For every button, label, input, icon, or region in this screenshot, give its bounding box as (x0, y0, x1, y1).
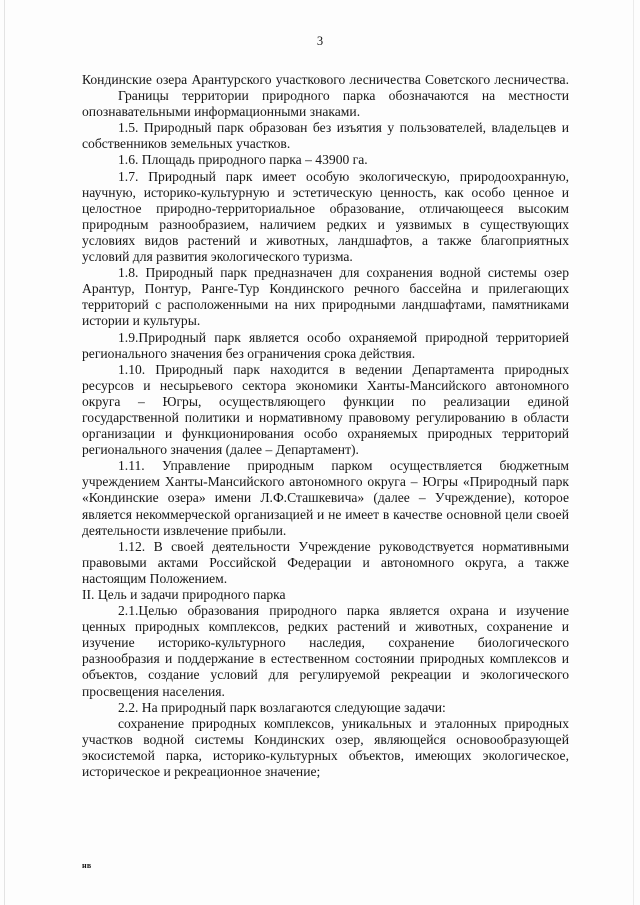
paragraph-1-9: 1.9.Природный парк является особо охраняемой природной территорией регионального значения без ограничения срока действия. (82, 329, 569, 361)
scan-edge-right (633, 0, 634, 905)
page-number: 3 (316, 34, 324, 48)
paragraph-1-12: 1.12. В своей деятельности Учреждение руководствуется нормативными правовыми актами Российской Федерации и автономного округа, а также настоящим Положением. (82, 538, 569, 586)
document-body (82, 72, 569, 780)
scan-edge-left (4, 0, 5, 905)
paragraph-1-6: 1.6. Площадь природного парка – 43900 га. (118, 152, 368, 168)
footer-mark: нв (82, 861, 92, 870)
paragraph-2-1: 2.1.Целью образования природного парка является охрана и изучение ценных природных комплексов, редких растений и животных, сохранение и изучение историко-культурного наследия, сохранение биологического разнообразия и поддержание в естественном состоянии природных комплексов и объектов, создание условий для регулируемой рекреации и экологического просвещения населения. (82, 603, 569, 699)
paragraph-2-2: 2.2. На природный парк возлагаются следующие задачи: (118, 699, 446, 715)
paragraph-borders: Границы территории природного парка обозначаются на местности опознавательными информационными знаками. (82, 88, 569, 120)
paragraph-1-7: 1.7. Природный парк имеет особую экологическую, природоохранную, научную, историко-культурную и эстетическую ценность, как особо ценное и целостное природно-территориальное образование, отличающееся высоким природным разнообразием, наличием редких и уязвимых в существующих условиях видов растений и животных, ландшафтов, а также благоприятных условий для развития экологического туризма. (82, 168, 569, 265)
paragraph-1-11: 1.11. Управление природным парком осуществляется бюджетным учреждением Ханты-Мансийского автономного округа – Югры «Природный парк «Кондинские озера» имени Л.Ф.Сташкевича» (далее – Учреждение), которое является некоммерческой организацией и не имеет в качестве основной цели своей деятельности извлечение прибыли. (82, 458, 569, 538)
section-heading: II. Цель и задачи природного парка (82, 587, 286, 602)
paragraph-1-8: 1.8. Природный парк предназначен для сохранения водной системы озер Арантур, Понтур, Ранге-Тур Кондинского речного бассейна и прилегающих территорий с расположенными на них природными ландшафтами, памятниками истории и культуры. (82, 265, 569, 329)
paragraph-1-5: 1.5. Природный парк образован без изъятия у пользователей, владельцев и собственников земельных участков. (82, 120, 569, 152)
paragraph-task-1: сохранение природных комплексов, уникальных и эталонных природных участков водной системы Кондинских озер, являющейся основообразующей экосистемой парка, историко-культурных объектов, имеющих экологическое, историческое и рекреационное значение; (82, 715, 569, 780)
paragraph-continuation: Кондинские озера Арантурского участкового лесничества Советского лесничества. (82, 72, 569, 87)
paragraph-1-10: 1.10. Природный парк находится в ведении Департамента природных ресурсов и несырьевого сектора экономики Ханты-Мансийского автономного округа – Югры, осуществляющего функции по реализации единой государственной политики и нормативному правовому регулированию в области организации и функционирования особо охраняемых природных территорий регионального значения (далее – Департамент). (82, 361, 569, 458)
